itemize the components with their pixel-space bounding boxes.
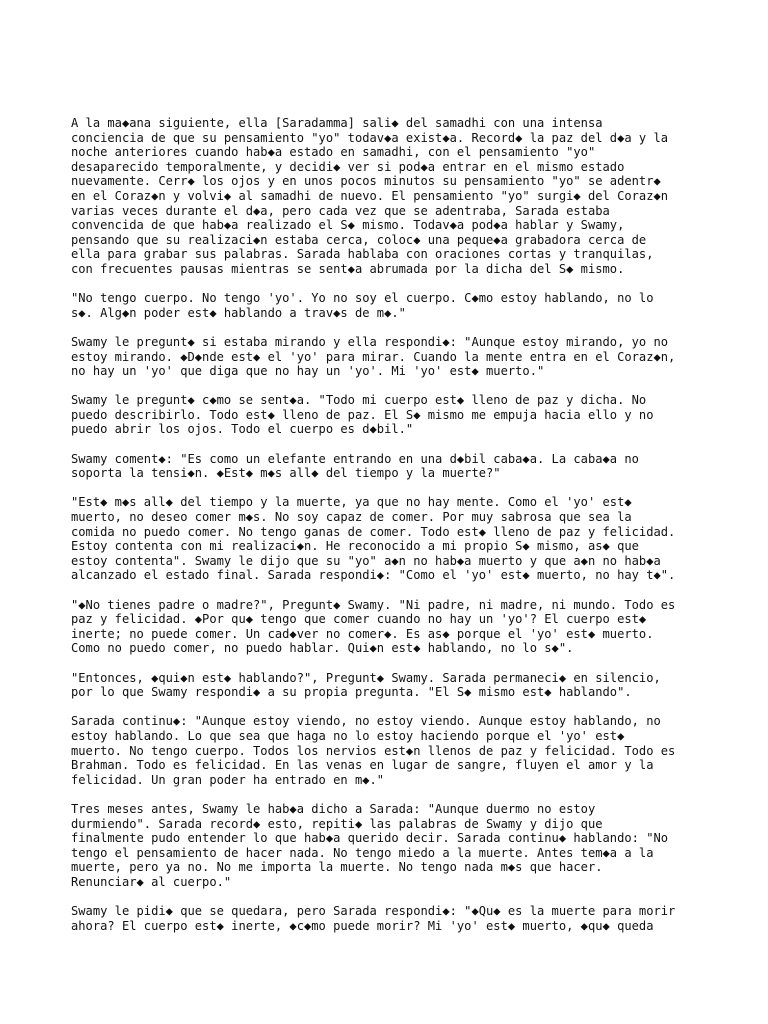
paragraph: Swamy le pidi◆ que se quedara, pero Sarada respondi◆: "◆Qu◆ es la muerte para morir ahora? El cuerpo est◆ inerte, ◆c◆mo puede morir? Mi 'yo' est◆ muerto, ◆qu◆ queda bbox=[71, 904, 676, 933]
paragraph: Swamy le pregunt◆ c◆mo se sent◆a. "Todo mi cuerpo est◆ lleno de paz y dicha. No puedo describirlo. Todo est◆ lleno de paz. El S◆ mismo me empuja hacia ello y no puedo abrir los ojos. Todo el cuerpo es d◆bil." bbox=[71, 393, 654, 437]
paragraph: "Entonces, ◆qui◆n est◆ hablando?", Pregunt◆ Swamy. Sarada permaneci◆ en silencio, por lo que Swamy respondi◆ a su propia pregunta. "El S◆ mismo est◆ hablando". bbox=[71, 670, 661, 700]
paragraph: Tres meses antes, Swamy le hab◆a dicho a Sarada: "Aunque duermo no estoy durmiendo". Sarada record◆ esto, repiti◆ las palabras de Swamy y dijo que finalmente pudo entender lo que hab◆a querido decir. Sarada continu◆ hablando: "No tengo el pensamiento de hacer nada. No tengo miedo a la muerte. Antes tem◆a a la muerte, pero ya no. No me importa la muerte. No tengo nada m◆s que hacer. Renunciar◆ al cuerpo." bbox=[71, 801, 669, 889]
paragraph: Swamy coment◆: "Es como un elefante entrando en una d◆bil caba◆a. La caba◆a no soporta la tensi◆n. ◆Est◆ m◆s all◆ del tiempo y la muerte?" bbox=[71, 451, 639, 481]
paragraph: "Est◆ m◆s all◆ del tiempo y la muerte, ya que no hay mente. Como el 'yo' est◆ muerto, no deseo comer m◆s. No soy capaz de comer. Por muy sabrosa que sea la comida no puedo comer. No tengo ganas de comer. Todo est◆ lleno de paz y felicidad. Estoy contenta con mi realizaci◆n. He reconocido a mi propio S◆ mismo, as◆ que estoy contenta". Swamy le dijo que su "yo" a◆n no hab◆a muerto y que a◆n no hab◆a alcanzado el estado final. Sarada respondi◆: "Como el 'yo' est◆ muerto, no hay t◆". bbox=[71, 495, 676, 583]
paragraph: Sarada continu◆: "Aunque estoy viendo, no estoy viendo. Aunque estoy hablando, no estoy hablando. Lo que sea que haga no lo estoy haciendo porque el 'yo' est◆ muerto. No tengo cuerpo. Todos los nervios est◆n llenos de paz y felicidad. Todo es Brahman. Todo es felicidad. En las venas en lugar de sangre, fluyen el amor y la felicidad. Un gran poder ha entrado en m◆." bbox=[71, 714, 676, 787]
paragraph: A la ma◆ana siguiente, ella [Saradamma] sali◆ del samadhi con una intensa conciencia de que su pensamiento "yo" todav◆a exist◆a. Record◆ la paz del d◆a y la noche anteriores cuando hab◆a estado en samadhi, con el pensamiento "yo" desaparecido temporalmente, y decidi◆ ver si pod◆a entrar en el mismo estado nuevamente. Cerr◆ los ojos y en unos pocos minutos su pensamiento "yo" se adentr◆ en el Coraz◆n y volvi◆ al samadhi de nuevo. El pensamiento "yo" surgi◆ del Coraz◆n varias veces durante el d◆a, pero cada vez que se adentraba, Sarada estaba convencida de que hab◆a realizado el S◆ mismo. Todav◆a pod◆a hablar y Swamy, pensando que su realizaci◆n estaba cerca, coloc◆ una peque◆a grabadora cerca de ella para grabar sus palabras. Sarada hablaba con oraciones cortas y tranquilas, con frecuentes pausas mientras se sent◆a abrumada por la dicha del S◆ mismo. bbox=[71, 116, 669, 276]
paragraph: Swamy le pregunt◆ si estaba mirando y ella respondi◆: "Aunque estoy mirando, yo no estoy mirando. ◆D◆nde est◆ el 'yo' para mirar. Cuando la mente entra en el Coraz◆n, no hay un 'yo' que diga que no hay un 'yo'. Mi 'yo' est◆ muerto." bbox=[71, 334, 676, 379]
paragraph: "◆No tienes padre o madre?", Pregunt◆ Swamy. "Ni padre, ni madre, ni mundo. Todo es paz y felicidad. ◆Por qu◆ tengo que comer cuando no hay un 'yo'? El cuerpo est◆ inerte; no puede comer. Un cad◆ver no comer◆. Es as◆ porque el 'yo' est◆ muerto. Como no puedo comer, no puedo hablar. Qui◆n est◆ hablando, no lo s◆". bbox=[71, 597, 676, 656]
paragraph: "No tengo cuerpo. No tengo 'yo'. Yo no soy el cuerpo. C◆mo estoy hablando, no lo s◆. Alg◆n poder est◆ hablando a trav◆s de m◆." bbox=[71, 291, 654, 320]
document-page bbox=[71, 116, 751, 948]
